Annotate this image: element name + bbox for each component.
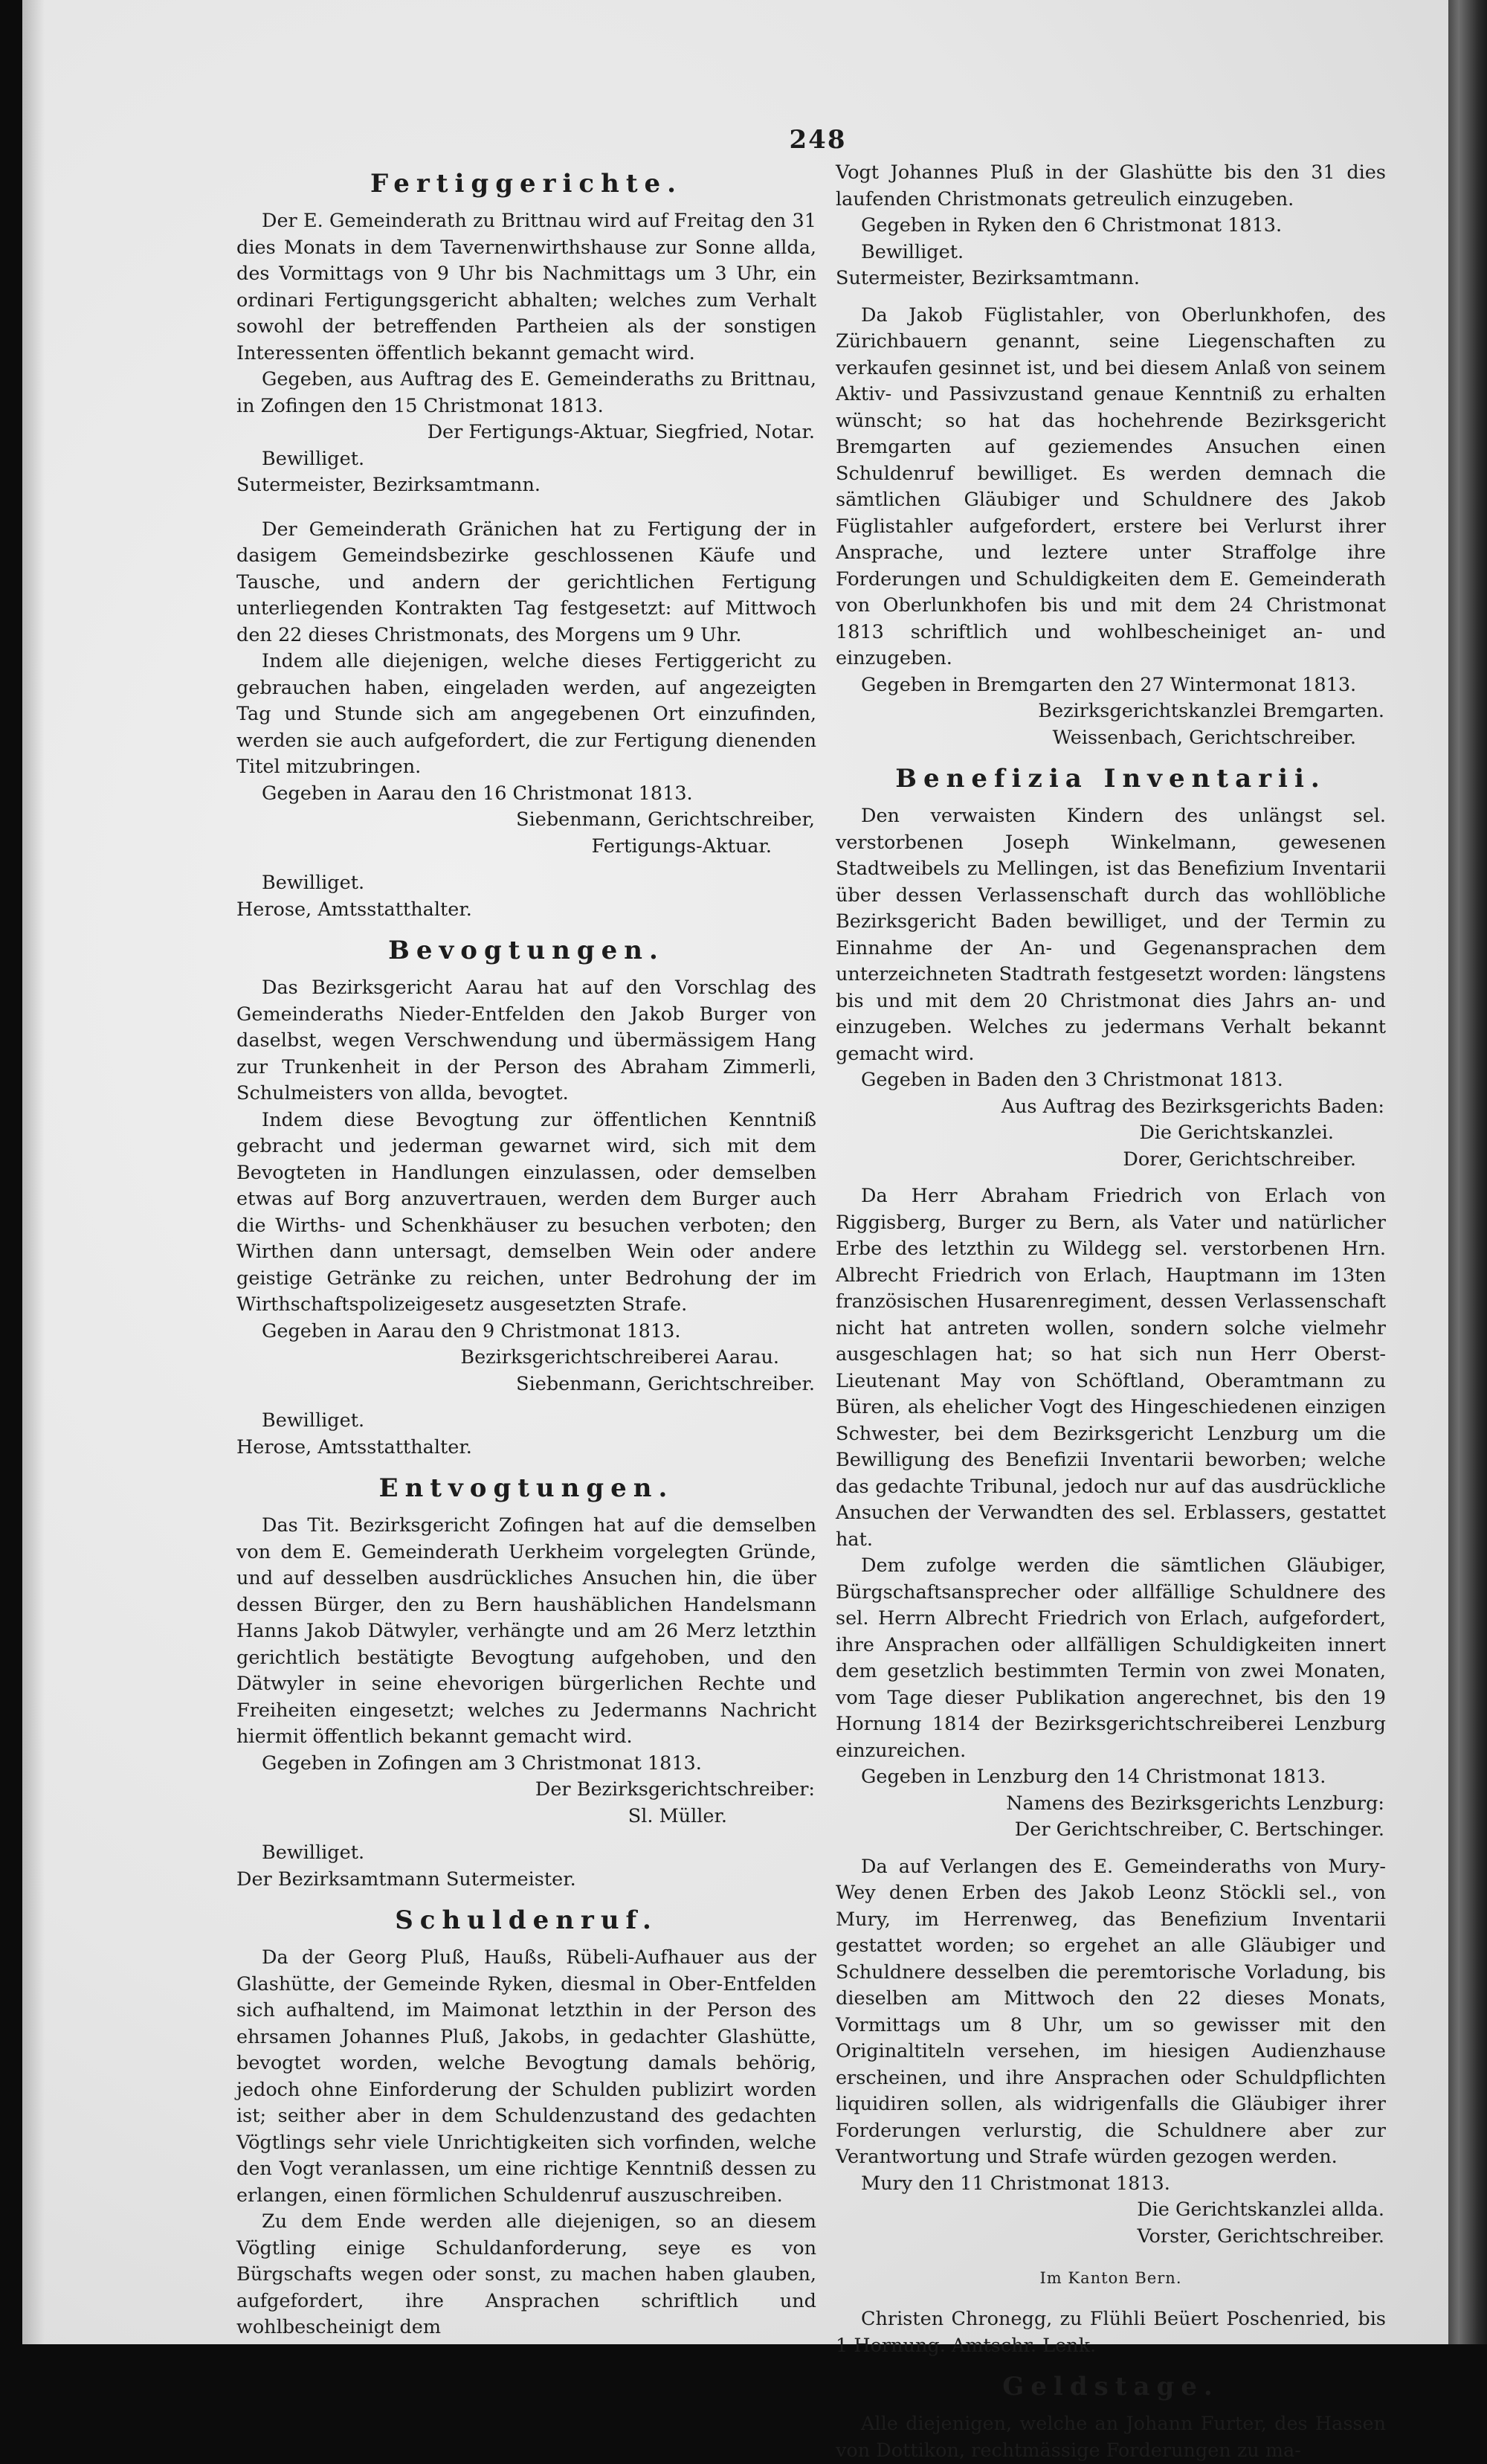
section-schuldenruf-cont	[836, 160, 1386, 751]
official: Herose, Amtsstatthalter.	[236, 1435, 472, 1458]
notice-daetwyler: Das Tit. Bezirksgericht Zofingen hat auf die demselben von dem E. Gemeinderath Uerkheim vorgelegten Gründe, und auf desselben ausdrückliches Ansuchen hin, die über dessen Bürger, den zu Bern haushäblichen Handelsmann Hanns Jakob Dätwyler, verhängte und am 26 Merz letzthin gerichtlich bestätigte Bevogtung aufgehoben, und den Dätwyler in seine ehevorigen bürgerlichen Rechte und Freiheiten eingesetzt; welches zu Jedermanns Nachricht hiermit öffentlich bekannt gemacht wird.	[236, 1514, 816, 1748]
notice-burger-date: Gegeben in Aarau den 9 Christmonat 1813.	[262, 1319, 681, 1342]
notice-fueglistahler-date: Gegeben in Bremgarten den 27 Wintermonat 1813.	[861, 673, 1357, 696]
official: Der Bezirksamtmann Sutermeister.	[236, 1868, 576, 1891]
notice-daetwyler-date: Gegeben in Zofingen am 3 Christmonat 1813.	[262, 1752, 702, 1775]
heading-geldstage: Geldstage.	[1002, 2372, 1219, 2402]
signature: Siebenmann, Gerichtschreiber.	[516, 1372, 815, 1395]
signature: Die Gerichtskanzlei allda.	[1137, 2198, 1384, 2221]
signature: Der Bezirksgerichtschreiber:	[535, 1778, 815, 1801]
signature: Bezirksgerichtskanzlei Bremgarten.	[1038, 700, 1384, 722]
section-bevogtungen	[236, 933, 816, 1461]
notice-graenichen-date: Gegeben in Aarau den 16 Christmonat 1813.	[262, 782, 693, 805]
notice-brittnau: Der E. Gemeinderath zu Brittnau wird auf Freitag den 31 dies Monats in dem Tavernenwirthshause zur Sonne allda, des Vormittags von 9 Uhr bis Nachmittags um 3 Uhr, ein ordinari Fertigungsgericht abhalten; welches zum Verhalt sowohl der betreffenden Partheien als der sonstigen Interessenten öffentlich bekannt gemacht wird.	[236, 210, 816, 364]
section-geldstage	[836, 2370, 1386, 2464]
notice-brittnau-date: Gegeben, aus Auftrag des E. Gemeinderaths zu Brittnau, in Zofingen den 15 Christmonat 1813.	[236, 368, 816, 417]
approval: Bewilliget.	[262, 447, 365, 470]
left-column	[236, 156, 816, 2341]
section-fertiggerichte	[236, 167, 816, 923]
notice-winkelmann: Den verwaisten Kindern des unlängst sel. verstorbenen Joseph Winkelmann, gewesenen Stadtweibels zu Mellingen, ist das Benefizium Inventarii über dessen Verlassenschaft durch das wohllöbliche Bezirksgericht Baden bewilliget, und der Termin zu Einnahme der An- und Gegenansprachen dem unterzeichneten Stadtrath festgesetzt worden: längstens bis und mit dem 20 Christmonat dies Jahrs an- und einzugeben. Welches zu jedermans Verhalt bekannt gemacht wird.	[836, 805, 1386, 1065]
signature: Bezirksgerichtschreiberei Aarau.	[460, 1346, 779, 1368]
heading-benefizia: Benefizia Inventarii.	[895, 764, 1326, 794]
canton-heading: Im Kanton Bern.	[1039, 2269, 1182, 2287]
notice-graenichen: Der Gemeinderath Gränichen hat zu Fertigung der in dasigem Gemeindsbezirke geschlossenen Käufe und Tausche, und andern der gerichtlichen Fertigung unterliegenden Kontrakten Tag festgesetzt: auf Mittwoch den 22 dieses Christmonats, des Morgens um 9 Uhr.	[236, 518, 816, 646]
notice-stoeckli-date: Mury den 11 Christmonat 1813.	[861, 2172, 1170, 2195]
signature: Aus Auftrag des Bezirksgerichts Baden:	[1001, 1095, 1384, 1118]
section-benefizia	[836, 762, 1386, 2359]
approval: Bewilliget.	[262, 1409, 365, 1432]
approval: Bewilliget.	[262, 1841, 365, 1864]
heading-bevogtungen: Bevogtungen.	[388, 936, 665, 965]
notice-fueglistahler: Da Jakob Füglistahler, von Oberlunkhofen, des Zürichbauern genannt, seine Liegenschaften zu verkaufen gesinnet ist, und bei diesem Anlaß von seinem Aktiv- und Passivzustand genaue Kenntniß zu erhalten wünscht; so hat das hochehrende Bezirksgericht Bremgarten auf geziemendes Ansuchen einen Schuldenruf bewilliget. Es werden demnach die sämtlichen Gläubiger und Schuldnere des Jakob Füglistahler aufgefordert, erstere bei Verlurst ihrer Ansprache, und leztere unter Straffolge ihre Forderungen und Schuldigkeiten dem E. Gemeinderath von Oberlunkhofen bis und mit dem 24 Christmonat 1813 schriftlich und wohlbescheiniget an- und einzugeben.	[836, 303, 1386, 669]
notice-burger-cont: Indem diese Bevogtung zur öffentlichen Kenntniß gebracht und jederman gewarnet wird, sich mit dem Bevogteten in Handlungen einzulassen, oder demselben etwas auf Borg anzuvertrauen, werden dem Burger auch die Wirths- und Schenkhäuser zu besuchen verboten; den Wirthen dann untersagt, demselben Wein oder andere geistige Getränke zu reichen, unter Bedrohung der im Wirthschaftspolizeigesetz ausgesetzten Strafe.	[236, 1108, 816, 1316]
official: Herose, Amtsstatthalter.	[236, 898, 472, 921]
notice-stoeckli: Da auf Verlangen des E. Gemeinderaths von Mury-Wey denen Erben des Jakob Leonz Stöckli sel., von Mury, im Herrenweg, das Benefizium Inventarii gestattet worden; so ergehet an alle Gläubiger und Schuldnere desselben die peremtorische Vorladung, bis dieselben am Mittwoch den 22 dieses Monats, Vormittags um 8 Uhr, um so gewisser mit den Originaltiteln versehen, im hiesigen Audienzhause erscheinen, und ihre Ansprachen oder Schuldpflichten liquidiren sollen, als widrigenfalls die Gläubiger ihrer Forderungen verlurstig, die Schuldnere aber zur Verantwortung und Strafe würden gezogen werden.	[836, 1855, 1386, 2168]
heading-fertiggerichte: Fertiggerichte.	[370, 169, 683, 199]
signature: Fertigungs-Aktuar.	[591, 834, 772, 858]
heading-schuldenruf: Schuldenruf.	[395, 1905, 658, 1935]
signature: Weissenbach, Gerichtschreiber.	[1052, 726, 1356, 749]
notice-furter: Alle diejenigen, welche an Johann Furter, des Hassen von Dottikon, rechtmässige Forderungen zu ma-	[836, 2413, 1386, 2462]
signature: Siebenmann, Gerichtschreiber,	[516, 808, 815, 831]
signature: Vorster, Gerichtschreiber.	[1137, 2225, 1384, 2248]
notice-pluss-end: Vogt Johannes Pluß in der Glashütte bis den 31 dies laufenden Christmonats getreulich einzugeben.	[836, 161, 1386, 210]
notice-pluss-date: Gegeben in Ryken den 6 Christmonat 1813.	[861, 214, 1283, 237]
right-column	[836, 160, 1386, 2464]
approval: Bewilliget.	[861, 240, 964, 263]
page-number: 248	[789, 125, 847, 155]
notice-erlach-cont: Dem zufolge werden die sämtlichen Gläubiger, Bürgschaftsansprecher oder allfällige Schuldnere des sel. Herrn Albrecht Friedrich von Erlach, aufgefordert, ihre Ansprachen oder allfälligen Schuldigkeiten innert dem gesetzlich bestimmten Termin von zwei Monaten, vom Tage dieser Publikation angerechnet, bis den 19 Hornung 1814 der Bezirksgerichtschreiberei Lenzburg einzureichen.	[836, 1554, 1386, 1762]
notice-erlach-date: Gegeben in Lenzburg den 14 Christmonat 1813.	[861, 1766, 1326, 1788]
notice-pluss-cont: Zu dem Ende werden alle diejenigen, so an diesem Vögtling einige Schuldanforderung, seye es von Bürgschafts wegen oder sonst, zu machen haben glauben, aufgefordert, ihre Ansprachen schriftlich und wohlbescheinigt dem	[236, 2210, 816, 2338]
scan-edge	[1448, 0, 1487, 2344]
signature: Namens des Bezirksgerichts Lenzburg:	[1006, 1792, 1384, 1815]
notice-winkelmann-date: Gegeben in Baden den 3 Christmonat 1813.	[861, 1069, 1283, 1091]
heading-entvogtungen: Entvogtungen.	[378, 1473, 674, 1503]
notice-burger: Das Bezirksgericht Aarau hat auf den Vorschlag des Gemeinderaths Nieder-Entfelden den Jakob Burger von daselbst, wegen Verschwendung und übermässigem Hang zur Trunkenheit in der Person des Abraham Zimmerli, Schulmeisters von allda, bevogtet.	[236, 977, 816, 1104]
official: Sutermeister, Bezirksamtmann.	[236, 474, 541, 496]
signature: Die Gerichtskanzlei.	[1139, 1122, 1334, 1144]
newspaper-page	[22, 0, 1448, 2462]
official: Sutermeister, Bezirksamtmann.	[836, 267, 1140, 289]
notice-graenichen-cont: Indem alle diejenigen, welche dieses Fertiggericht zu gebrauchen haben, eingeladen werden, auf angezeigten Tag und Stunde sich am angegebenen Ort einzufinden, werden sie auch aufgefordert, die zur Fertigung dienenden Titel mitzubringen.	[236, 650, 816, 778]
notice-chronegg: Christen Chronegg, zu Flühli Beüert Poschenried, bis 1 Hornung. Amtschr. Lenk.	[836, 2308, 1386, 2357]
section-entvogtungen	[236, 1471, 816, 1893]
signature: Der Gerichtschreiber, C. Bertschinger.	[1014, 1818, 1384, 1841]
signature: Dorer, Gerichtschreiber.	[1123, 1148, 1356, 1171]
signature: Der Fertigungs-Aktuar, Siegfried, Notar.	[427, 421, 815, 443]
notice-pluss: Da der Georg Pluß, Haußs, Rübeli-Aufhauer aus der Glashütte, der Gemeinde Ryken, diesmal in Ober-Entfelden sich aufhaltend, im Maimonat letzthin in der Person des ehrsamen Johannes Pluß, Jakobs, in gedachter Glashütte, bevogtet worden, welche Bevogtung damals behörig, jedoch ohne Einforderung der Schulden publizirt worden ist; seither aber in dem Schuldenzustand des gedachten Vögtlings sehr viele Unrichtigkeiten sich vorfinden, welche den Vogt veranlassen, um eine richtige Kenntniß dessen zu erlangen, einen förmlichen Schuldenruf auszuschreiben.	[236, 1946, 816, 2207]
approval: Bewilliget.	[262, 872, 365, 894]
notice-erlach: Da Herr Abraham Friedrich von Erlach von Riggisberg, Burger zu Bern, als Vater und natürlicher Erbe des letzthin zu Wildegg sel. verstorbenen Hrn. Albrecht Friedrich von Erlach, Hauptmann im 13ten französischen Husarenregiment, dessen Verlassenschaft nicht hat antreten wollen, sondern solche vielmehr ausgeschlagen hat; so hat sich nun Herr Oberst-Lieutenant May von Schöftland, Oberamtmann zu Büren, als ehelicher Vogt des Hingeschiedenen einzigen Schwester, bei dem Bezirksgericht Lenzburg um die Bewilligung des Benefizii Inventarii beworben; welche das gedachte Tribunal, jedoch nur auf das ausdrückliche Ansuchen der Verwandten des sel. Erblassers, gestattet hat.	[836, 1185, 1386, 1551]
section-schuldenruf	[236, 1903, 816, 2341]
signature: Sl. Müller.	[628, 1804, 727, 1827]
